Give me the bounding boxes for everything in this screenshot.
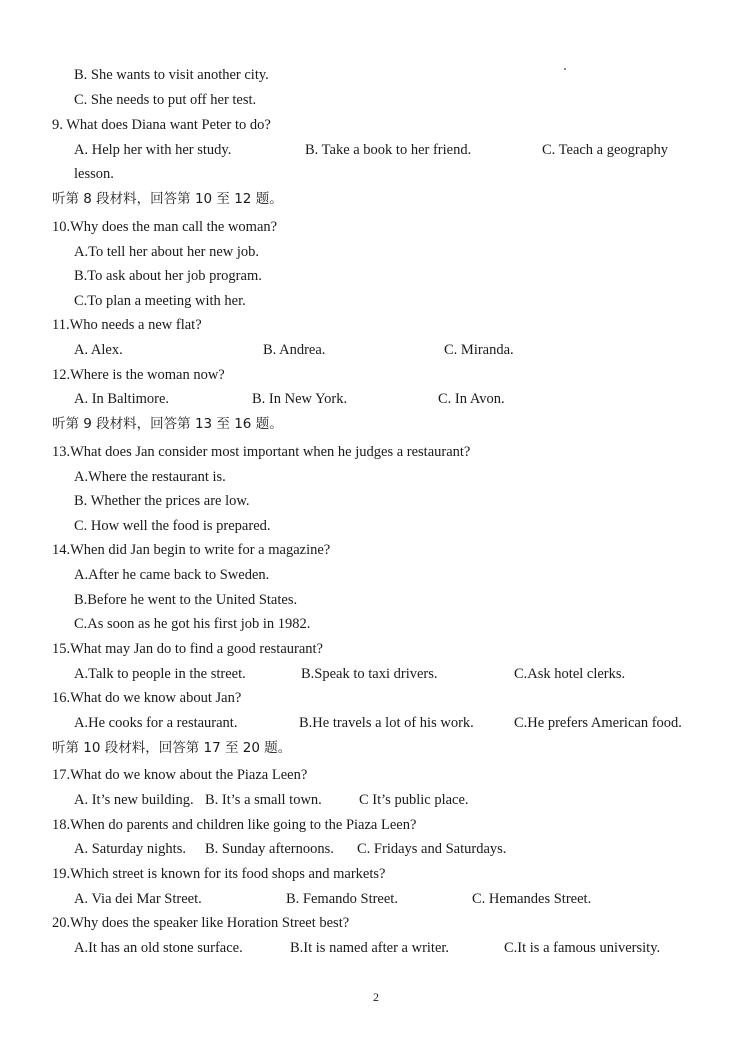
option-14b: B.Before he went to the United States.: [74, 592, 298, 608]
option-17b: B. It’s a small town.: [205, 792, 322, 808]
option-11a: A. Alex.: [74, 342, 123, 358]
option-11b: B. Andrea.: [263, 342, 326, 358]
question-11: 11.Who needs a new flat?: [52, 317, 202, 333]
question-19: 19.Which street is known for its food shops and markets?: [52, 866, 386, 882]
option-11c: C. Miranda.: [444, 342, 514, 358]
option-10b: B.To ask about her job program.: [74, 268, 262, 284]
option-10a: A.To tell her about her new job.: [74, 244, 260, 260]
question-9: 9. What does Diana want Peter to do?: [52, 117, 271, 133]
option-20b: B.It is named after a writer.: [290, 940, 450, 956]
page-number: 2: [373, 990, 379, 1004]
question-20: 20.Why does the speaker like Horation Street best?: [52, 915, 350, 931]
scan-speck: [564, 68, 566, 70]
option-15c: C.Ask hotel clerks.: [514, 666, 626, 682]
section-heading-10: 听第 10 段材料，回答第 17 至 20 题。: [52, 740, 292, 756]
question-16: 16.What do we know about Jan?: [52, 690, 242, 706]
option-9c: C. Teach a geography: [542, 142, 668, 158]
option-19b: B. Femando Street.: [286, 891, 398, 907]
question-15: 15.What may Jan do to find a good restaurant?: [52, 641, 323, 657]
question-14: 14.When did Jan begin to write for a magazine?: [52, 542, 331, 558]
option-13b: B. Whether the prices are low.: [74, 493, 250, 509]
option-16c: C.He prefers American food.: [514, 715, 682, 731]
option-18c: C. Fridays and Saturdays.: [357, 841, 507, 857]
option-17a: A. It’s new building.: [74, 792, 194, 808]
option-14c: C.As soon as he got his first job in 1982.: [74, 616, 311, 632]
option-12b: B. In New York.: [252, 391, 348, 407]
option-10c: C.To plan a meeting with her.: [74, 293, 246, 309]
option-12c: C. In Avon.: [438, 391, 505, 407]
option-9c-cont: lesson.: [74, 166, 114, 182]
question-13: 13.What does Jan consider most important when he judges a restaurant?: [52, 444, 471, 460]
option-13a: A.Where the restaurant is.: [74, 469, 226, 485]
section-heading-9: 听第 9 段材料，回答第 13 至 16 题。: [52, 416, 283, 432]
option-16b: B.He travels a lot of his work.: [299, 715, 474, 731]
option-9a: A. Help her with her study.: [74, 142, 232, 158]
option-20a: A.It has an old stone surface.: [74, 940, 243, 956]
option-18a: A. Saturday nights.: [74, 841, 186, 857]
option-14a: A.After he came back to Sweden.: [74, 567, 270, 583]
question-18: 18.When do parents and children like going to the Piaza Leen?: [52, 817, 417, 833]
option-20c: C.It is a famous university.: [504, 940, 661, 956]
section-heading-8: 听第 8 段材料，回答第 10 至 12 题。: [52, 191, 283, 207]
option-15b: B.Speak to taxi drivers.: [301, 666, 438, 682]
question-17: 17.What do we know about the Piaza Leen?: [52, 767, 308, 783]
option-9b: B. Take a book to her friend.: [305, 142, 472, 158]
option-16a: A.He cooks for a restaurant.: [74, 715, 238, 731]
question-10: 10.Why does the man call the woman?: [52, 219, 278, 235]
option-19c: C. Hemandes Street.: [472, 891, 592, 907]
option-19a: A. Via dei Mar Street.: [74, 891, 202, 907]
option-8b: B. She wants to visit another city.: [74, 67, 269, 83]
option-13c: C. How well the food is prepared.: [74, 518, 271, 534]
option-8c: C. She needs to put off her test.: [74, 92, 257, 108]
option-18b: B. Sunday afternoons.: [205, 841, 334, 857]
question-12: 12.Where is the woman now?: [52, 367, 225, 383]
option-15a: A.Talk to people in the street.: [74, 666, 246, 682]
option-12a: A. In Baltimore.: [74, 391, 170, 407]
option-17c: C It’s public place.: [359, 792, 469, 808]
